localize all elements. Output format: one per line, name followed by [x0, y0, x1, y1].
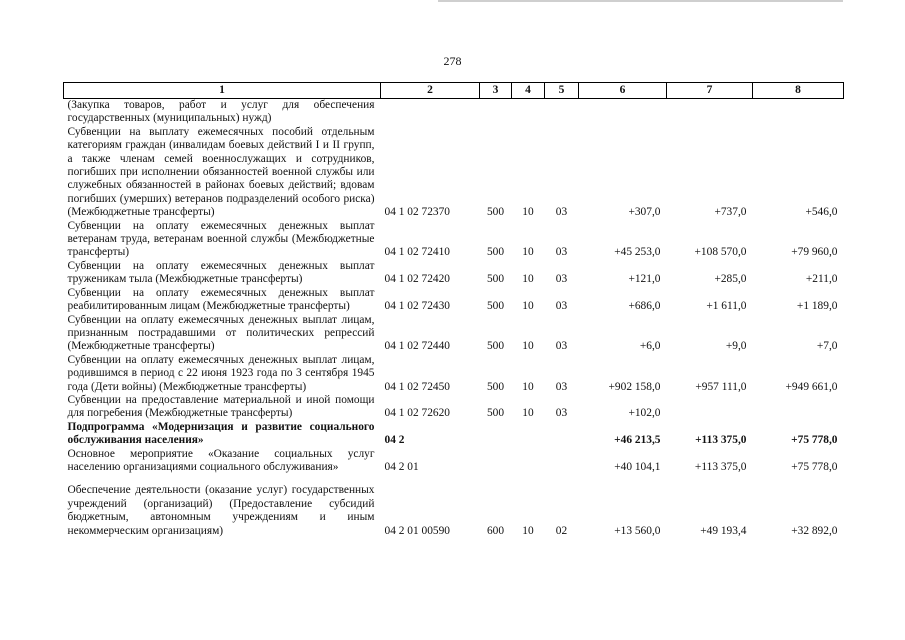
row-rz-cell — [512, 448, 545, 475]
row-value-col6: +307,0 — [628, 206, 661, 219]
row-value-col8: +211,0 — [805, 273, 838, 286]
row-value-col8: +546,0 — [805, 206, 838, 219]
row-name-cell: Субвенции на оплату ежемесячных денежных выплат реабилитированным лицам (Межбюджетные трансферты) — [67, 286, 375, 313]
row-vr-cell: 500 — [486, 300, 505, 313]
row-value-col6: +102,0 — [628, 407, 661, 420]
row-code-cell: 04 1 02 72440 — [384, 340, 450, 353]
header-cell-2: 2 — [381, 83, 480, 99]
row-value-col8: +949 661,0 — [785, 380, 838, 393]
row-code-cell: 04 1 02 72410 — [384, 246, 450, 259]
row-name-cell: (Закупка товаров, работ и услуг для обеспечения государственных (муниципальных) нужд) — [67, 99, 375, 125]
row-vr-cell: 500 — [486, 407, 505, 420]
row-pr-cell: 03 — [555, 273, 568, 286]
row-name-cell: Субвенции на выплату ежемесячных пособий отдельным категориям граждан (инвалидам боевых действий I и II групп, а также членам семей военнослужащих и сотрудников, погибших при исполнении обязанностей военной службы или служебных обязанностей в районах боевых действий; вдовам погибших (умерших) ветеранов подразделений особого риска) (Межбюджетные трансферты) — [67, 125, 375, 219]
row-pr-cell — [545, 99, 579, 126]
row-rz-cell: 10 — [522, 300, 534, 313]
row-rz-cell: 10 — [522, 273, 534, 286]
table-row — [64, 474, 844, 538]
row-rz-cell: 10 — [522, 340, 534, 353]
row-pr-cell: 03 — [555, 380, 568, 393]
row-value-col6: +45 253,0 — [614, 246, 661, 259]
row-pr-cell: 03 — [555, 300, 568, 313]
row-vr-cell: 500 — [486, 380, 505, 393]
row-code-cell: 04 1 02 72370 — [384, 206, 450, 219]
row-value-col6: +121,0 — [628, 273, 661, 286]
budget-table — [63, 82, 844, 538]
row-value-col7: +9,0 — [725, 340, 747, 353]
row-rz-cell — [512, 421, 545, 448]
row-rz-cell: 10 — [522, 380, 534, 393]
row-vr-cell — [480, 421, 512, 448]
header-row — [64, 83, 844, 99]
row-value-col7: +957 111,0 — [695, 380, 747, 393]
table-row — [64, 421, 844, 448]
row-name-cell: Субвенции на оплату ежемесячных денежных выплат труженикам тыла (Межбюджетные трансферты) — [67, 259, 375, 286]
row-name-cell: Обеспечение деятельности (оказание услуг) государственных учреждений (организаций) (Предоставление субсидий бюджетным, автономным учреждениям и иным некоммерческим организациям) — [67, 484, 375, 537]
header-cell-8: 8 — [753, 83, 844, 99]
row-value-col6: +40 104,1 — [614, 460, 661, 473]
row-vr-cell: 600 — [486, 524, 505, 537]
table-row — [64, 287, 844, 314]
row-code-cell: 04 2 01 00590 — [384, 524, 450, 537]
table-row — [64, 314, 844, 354]
row-code-cell: 04 1 02 72450 — [384, 380, 450, 393]
row-value-col6 — [579, 99, 667, 126]
row-rz-cell: 10 — [522, 407, 534, 420]
table-row — [64, 220, 844, 260]
row-pr-cell — [545, 421, 579, 448]
row-vr-cell: 500 — [486, 206, 505, 219]
row-value-col6: +6,0 — [639, 340, 661, 353]
row-vr-cell: 500 — [486, 273, 505, 286]
row-value-col7: +49 193,4 — [700, 524, 747, 537]
row-pr-cell: 03 — [555, 407, 568, 420]
row-name-cell: Основное мероприятие «Оказание социальных услуг населению организациями социального обслуживания» — [67, 447, 375, 473]
row-vr-cell — [480, 99, 512, 126]
row-value-col8: +7,0 — [816, 340, 838, 353]
row-rz-cell: 10 — [522, 524, 534, 537]
row-pr-cell: 03 — [555, 340, 568, 353]
row-name-cell: Субвенции на оплату ежемесячных денежных выплат ветеранам труда, ветеранам военной службы (Межбюджетные трансферты) — [67, 219, 375, 259]
row-code-cell: 04 1 02 72620 — [384, 407, 450, 420]
row-value-col7: +1 611,0 — [706, 300, 747, 313]
row-rz-cell: 10 — [522, 246, 534, 259]
row-code-cell: 04 1 02 72420 — [384, 273, 450, 286]
row-vr-cell — [480, 448, 512, 475]
row-value-col7: +108 570,0 — [694, 246, 747, 259]
header-cell-4: 4 — [512, 83, 545, 99]
row-value-col7: +113 375,0 — [694, 460, 747, 473]
row-code-cell — [381, 99, 480, 126]
row-value-col6: +902 158,0 — [608, 380, 661, 393]
row-rz-cell: 10 — [522, 206, 534, 219]
row-value-col7 — [667, 99, 753, 126]
table-row — [64, 448, 844, 475]
row-name-cell: Субвенции на предоставление материальной и иной помощи для погребения (Межбюджетные трансферты) — [67, 393, 375, 420]
top-edge-line — [438, 0, 843, 2]
row-code-cell: 04 2 01 — [384, 460, 419, 473]
page-number: 278 — [443, 54, 462, 68]
table-row — [64, 354, 844, 394]
row-value-col8: +75 778,0 — [791, 434, 838, 447]
row-vr-cell: 500 — [486, 246, 505, 259]
row-pr-cell: 03 — [555, 206, 568, 219]
row-name-cell: Подпрограмма «Модернизация и развитие социального обслуживания населения» — [67, 420, 375, 447]
row-code-cell: 04 1 02 72430 — [384, 300, 450, 313]
row-value-col8: +1 189,0 — [796, 300, 838, 313]
table-row — [64, 99, 844, 126]
header-cell-1: 1 — [64, 83, 381, 99]
row-rz-cell — [512, 99, 545, 126]
row-value-col6: +46 213,5 — [614, 434, 661, 447]
header-cell-5: 5 — [545, 83, 579, 99]
row-pr-cell: 03 — [555, 246, 568, 259]
row-value-col8 — [753, 394, 844, 421]
row-value-col8: +32 892,0 — [791, 524, 838, 537]
row-name-cell: Субвенции на оплату ежемесячных денежных выплат лицам, признанным пострадавшими от политических репрессий (Межбюджетные трансферты) — [67, 313, 375, 353]
row-value-col7: +113 375,0 — [695, 434, 747, 447]
header-cell-3: 3 — [480, 83, 512, 99]
row-value-col8: +79 960,0 — [791, 246, 838, 259]
table-row — [64, 260, 844, 287]
table-row — [64, 126, 844, 220]
row-value-col7: +285,0 — [714, 273, 747, 286]
row-value-col7: +737,0 — [714, 206, 747, 219]
header-cell-7: 7 — [667, 83, 753, 99]
table-row — [64, 394, 844, 421]
row-pr-cell — [545, 448, 579, 475]
row-code-cell: 04 2 — [384, 434, 405, 447]
row-name-cell: Субвенции на оплату ежемесячных денежных выплат лицам, родившимся в период с 22 июня 1923 года по 3 сентября 1945 года (Дети войны) (Межбюджетные трансферты) — [67, 353, 375, 393]
row-pr-cell: 02 — [555, 524, 568, 537]
row-vr-cell: 500 — [486, 340, 505, 353]
row-value-col6: +686,0 — [628, 300, 661, 313]
row-value-col8 — [753, 99, 844, 126]
header-cell-6: 6 — [579, 83, 667, 99]
row-value-col8: +75 778,0 — [791, 460, 838, 473]
row-value-col7 — [667, 394, 753, 421]
row-value-col6: +13 560,0 — [614, 524, 661, 537]
